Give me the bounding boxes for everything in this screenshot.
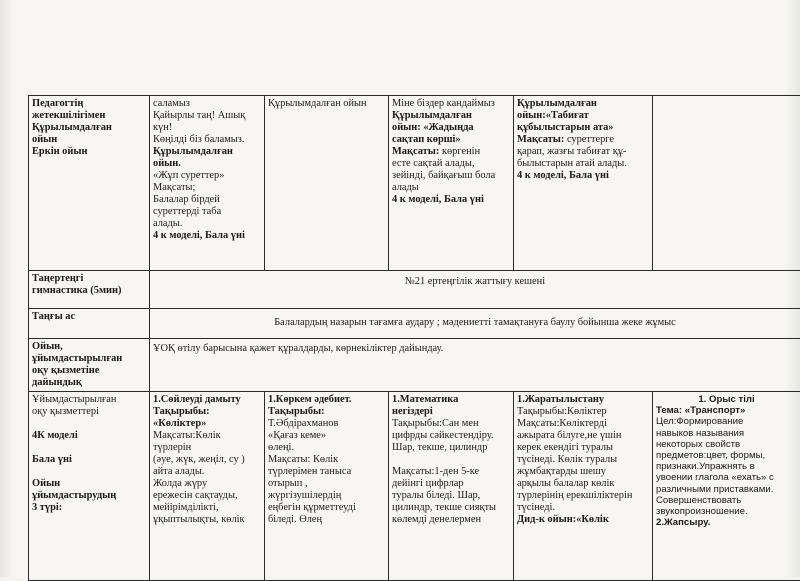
row-label-organized-lessons <box>29 392 150 581</box>
text-line: ҰОҚ өтілу барысына қажет құралдарды, көрнекіліктер дайындау. <box>153 343 797 355</box>
text-line: қарап, жазғы табиғат құ- <box>517 146 649 158</box>
text-line <box>517 134 649 146</box>
text-line: былыстарын атай алады. <box>517 158 649 170</box>
text-line: түрлерінің ерекшіліктерін <box>517 490 649 502</box>
text-line: Т.Әбдірахманов <box>268 418 385 430</box>
label-line <box>32 466 146 478</box>
label-line: оқу қызметтері <box>32 406 146 418</box>
row-label-breakfast <box>29 309 150 339</box>
text-line: мейірімділікті, <box>153 502 261 514</box>
text-line: Балалардың назарын тағамға аудару ; мәдениетті тамақтануға баулу бойынша жеке жұмыс <box>153 317 797 329</box>
cell-tuesday-play <box>265 96 389 271</box>
text-line: еңбегін құрметтеуді <box>268 502 385 514</box>
text-line: көлемді денелермен <box>392 514 510 526</box>
label-line: Таңертеңгі <box>32 273 146 285</box>
label-line: Ұйымдастырылған <box>32 394 146 406</box>
text-line: отырып , <box>268 478 385 490</box>
text-line: Совершенствовать <box>656 495 797 506</box>
label-line: дайындық <box>32 377 146 389</box>
label-line: 4К моделі <box>32 430 146 442</box>
line-rest: көргенін <box>439 146 480 157</box>
text-line: различными приставками. <box>656 484 797 495</box>
text-line: зейінді, байқағыш бола <box>392 170 510 182</box>
text-line: Құрылымдалған <box>153 146 261 158</box>
text-line: сақтап көрші» <box>392 134 510 146</box>
label-line <box>32 442 146 454</box>
text-line: признаки.Упражнять в <box>656 461 797 472</box>
text-line: түсінеді. Көлік туралы <box>517 454 649 466</box>
text-line: Цел:Формирование <box>656 416 797 427</box>
text-line: (әуе, жүк, жеңіл, су ) <box>153 454 261 466</box>
row-breakfast <box>29 309 800 339</box>
cell-monday-play <box>150 96 265 271</box>
row-label-preparation <box>29 339 150 392</box>
gymnastics-content <box>150 271 800 309</box>
text-line: Міне біздер кандаймыз <box>392 98 510 110</box>
label-line: Ойын, <box>32 341 146 353</box>
text-line: біледі. Өлең <box>268 514 385 526</box>
text-line: 1.Сөйлеуді дамыту <box>153 394 261 406</box>
label-line: оқу қызметіне <box>32 365 146 377</box>
text-line: цилиндр, текше сияқты <box>392 502 510 514</box>
text-line: Тема: «Транспорт» <box>656 405 797 416</box>
label-line: ұйымдастырудың <box>32 490 146 502</box>
label-line: Құрылымдалған <box>32 122 146 134</box>
preparation-content <box>150 339 800 392</box>
row-organized-lessons <box>29 392 800 581</box>
text-line: «Қағаз кеме» <box>268 430 385 442</box>
text-line: ұқыптылықты, көлік <box>153 514 261 526</box>
text-line: цифрды сәйкестендіру. <box>392 430 510 442</box>
text-line: Тақырыбы:Сан мен <box>392 418 510 430</box>
row-preparation <box>29 339 800 392</box>
text-line: суреттерді таба <box>153 206 261 218</box>
text-line: Тақырыбы: <box>153 406 261 418</box>
cell-tuesday-lesson <box>265 392 389 581</box>
label-line: ұйымдастырылған <box>32 353 146 365</box>
text-line: навыков называния <box>656 428 797 439</box>
text-line: түрлерімен таныса <box>268 466 385 478</box>
cell-wednesday-play <box>389 96 514 271</box>
text-line: түрлерін <box>153 442 261 454</box>
text-line: №21 ертеңгілік жаттығу кешені <box>153 276 797 288</box>
text-line: өлеңі. <box>268 442 385 454</box>
text-line: 4 к моделі, Бала үні <box>153 230 261 242</box>
row-label-gymnastics <box>29 271 150 309</box>
label-line: Таңғы ас <box>32 311 146 323</box>
cell-thursday-lesson <box>514 392 653 581</box>
line-rest: суреттерге <box>564 134 614 145</box>
text-line: алады <box>392 182 510 194</box>
text-line: Құрылымдалған ойын <box>268 98 385 110</box>
text-line: саламыз <box>153 98 261 110</box>
label-line: 3 түрі: <box>32 502 146 514</box>
text-line: некоторых свойств <box>656 439 797 450</box>
text-line: 4 к моделі, Бала үні <box>392 194 510 206</box>
label-line: ойын <box>32 134 146 146</box>
text-line: құбылыстарын ата» <box>517 122 649 134</box>
text-line: Мақсаты:Көліктерді <box>517 418 649 430</box>
bold-prefix: Мақсаты: <box>517 134 564 145</box>
text-line: Құрылымдалған <box>392 110 510 122</box>
text-line: ажырата білуге,не үшін <box>517 430 649 442</box>
text-line: Тақырыбы:Көліктер <box>517 406 649 418</box>
label-line: жетекшілігімен <box>32 110 146 122</box>
cell-monday-lesson <box>150 392 265 581</box>
text-line: ойын:«Табиғат <box>517 110 649 122</box>
text-line: керек екендігі туралы <box>517 442 649 454</box>
bold-prefix: Мақсаты: <box>392 146 439 157</box>
text-line: ойын: «Жадыңда <box>392 122 510 134</box>
daily-plan-table <box>28 95 800 581</box>
text-line: Дид-к ойын:«Көлік <box>517 514 649 526</box>
cell-friday-play <box>653 96 800 271</box>
text-line: «Көліктер» <box>153 418 261 430</box>
label-line: гимнастика (5мин) <box>32 285 146 297</box>
text-line: дейінгі цифрлар <box>392 478 510 490</box>
text-line: Көңілді біз баламыз. <box>153 134 261 146</box>
text-line: негіздері <box>392 406 510 418</box>
text-line: арқылы балалар көлік <box>517 478 649 490</box>
text-line: предметов:цвет, формы, <box>656 450 797 461</box>
text-line: «Жұп суреттер» <box>153 170 261 182</box>
text-line: 1.Жаратылыстану <box>517 394 649 406</box>
text-line: 1.Математика <box>392 394 510 406</box>
label-line: Педагогтің <box>32 98 146 110</box>
text-line <box>392 454 510 466</box>
text-line <box>392 146 510 158</box>
text-line: туралы біледі. Шар, <box>392 490 510 502</box>
text-line: Тақырыбы: <box>268 406 385 418</box>
label-line: Еркін ойын <box>32 146 146 158</box>
text-line: 2.Жапсыру. <box>656 517 797 528</box>
text-line: Жолда жүру <box>153 478 261 490</box>
text-line: ойын. <box>153 158 261 170</box>
text-line: айта алады. <box>153 466 261 478</box>
text-line: ережесін сақтауды, <box>153 490 261 502</box>
text-line: түсінеді. <box>517 502 649 514</box>
row-gymnastics <box>29 271 800 309</box>
text-line: звукопроизношение. <box>656 506 797 517</box>
text-line: Қайырлы таң! Ашық <box>153 110 261 122</box>
text-line: алады. <box>153 218 261 230</box>
text-line: жұмбақтарды шешу <box>517 466 649 478</box>
label-line: Бала үні <box>32 454 146 466</box>
text-line: Мақсаты:1-ден 5-ке <box>392 466 510 478</box>
breakfast-content <box>150 309 800 339</box>
text-line: 4 к моделі, Бала үні <box>517 170 649 182</box>
text-line: Мақсаты: Көлік <box>268 454 385 466</box>
text-line: күн! <box>153 122 261 134</box>
text-line: увоении глагола «ехать» с <box>656 472 797 483</box>
label-line: Ойын <box>32 478 146 490</box>
text-line: 1. Орыс тілі <box>656 394 797 405</box>
text-line: Құрылымдалған <box>517 98 649 110</box>
cell-thursday-play <box>514 96 653 271</box>
row-guided-play <box>29 96 800 271</box>
text-line: Шар, текше, цилиндр <box>392 442 510 454</box>
text-line: есте сақтай алады, <box>392 158 510 170</box>
row-label-guided-play <box>29 96 150 271</box>
text-line: Мақсаты:Көлік <box>153 430 261 442</box>
cell-friday-lesson <box>653 392 800 581</box>
text-line: Мақсаты; <box>153 182 261 194</box>
text-line: жүргізушілердің <box>268 490 385 502</box>
cell-wednesday-lesson <box>389 392 514 581</box>
text-line: Балалар бірдей <box>153 194 261 206</box>
text-line: 1.Көркем әдебиет. <box>268 394 385 406</box>
label-line <box>32 418 146 430</box>
